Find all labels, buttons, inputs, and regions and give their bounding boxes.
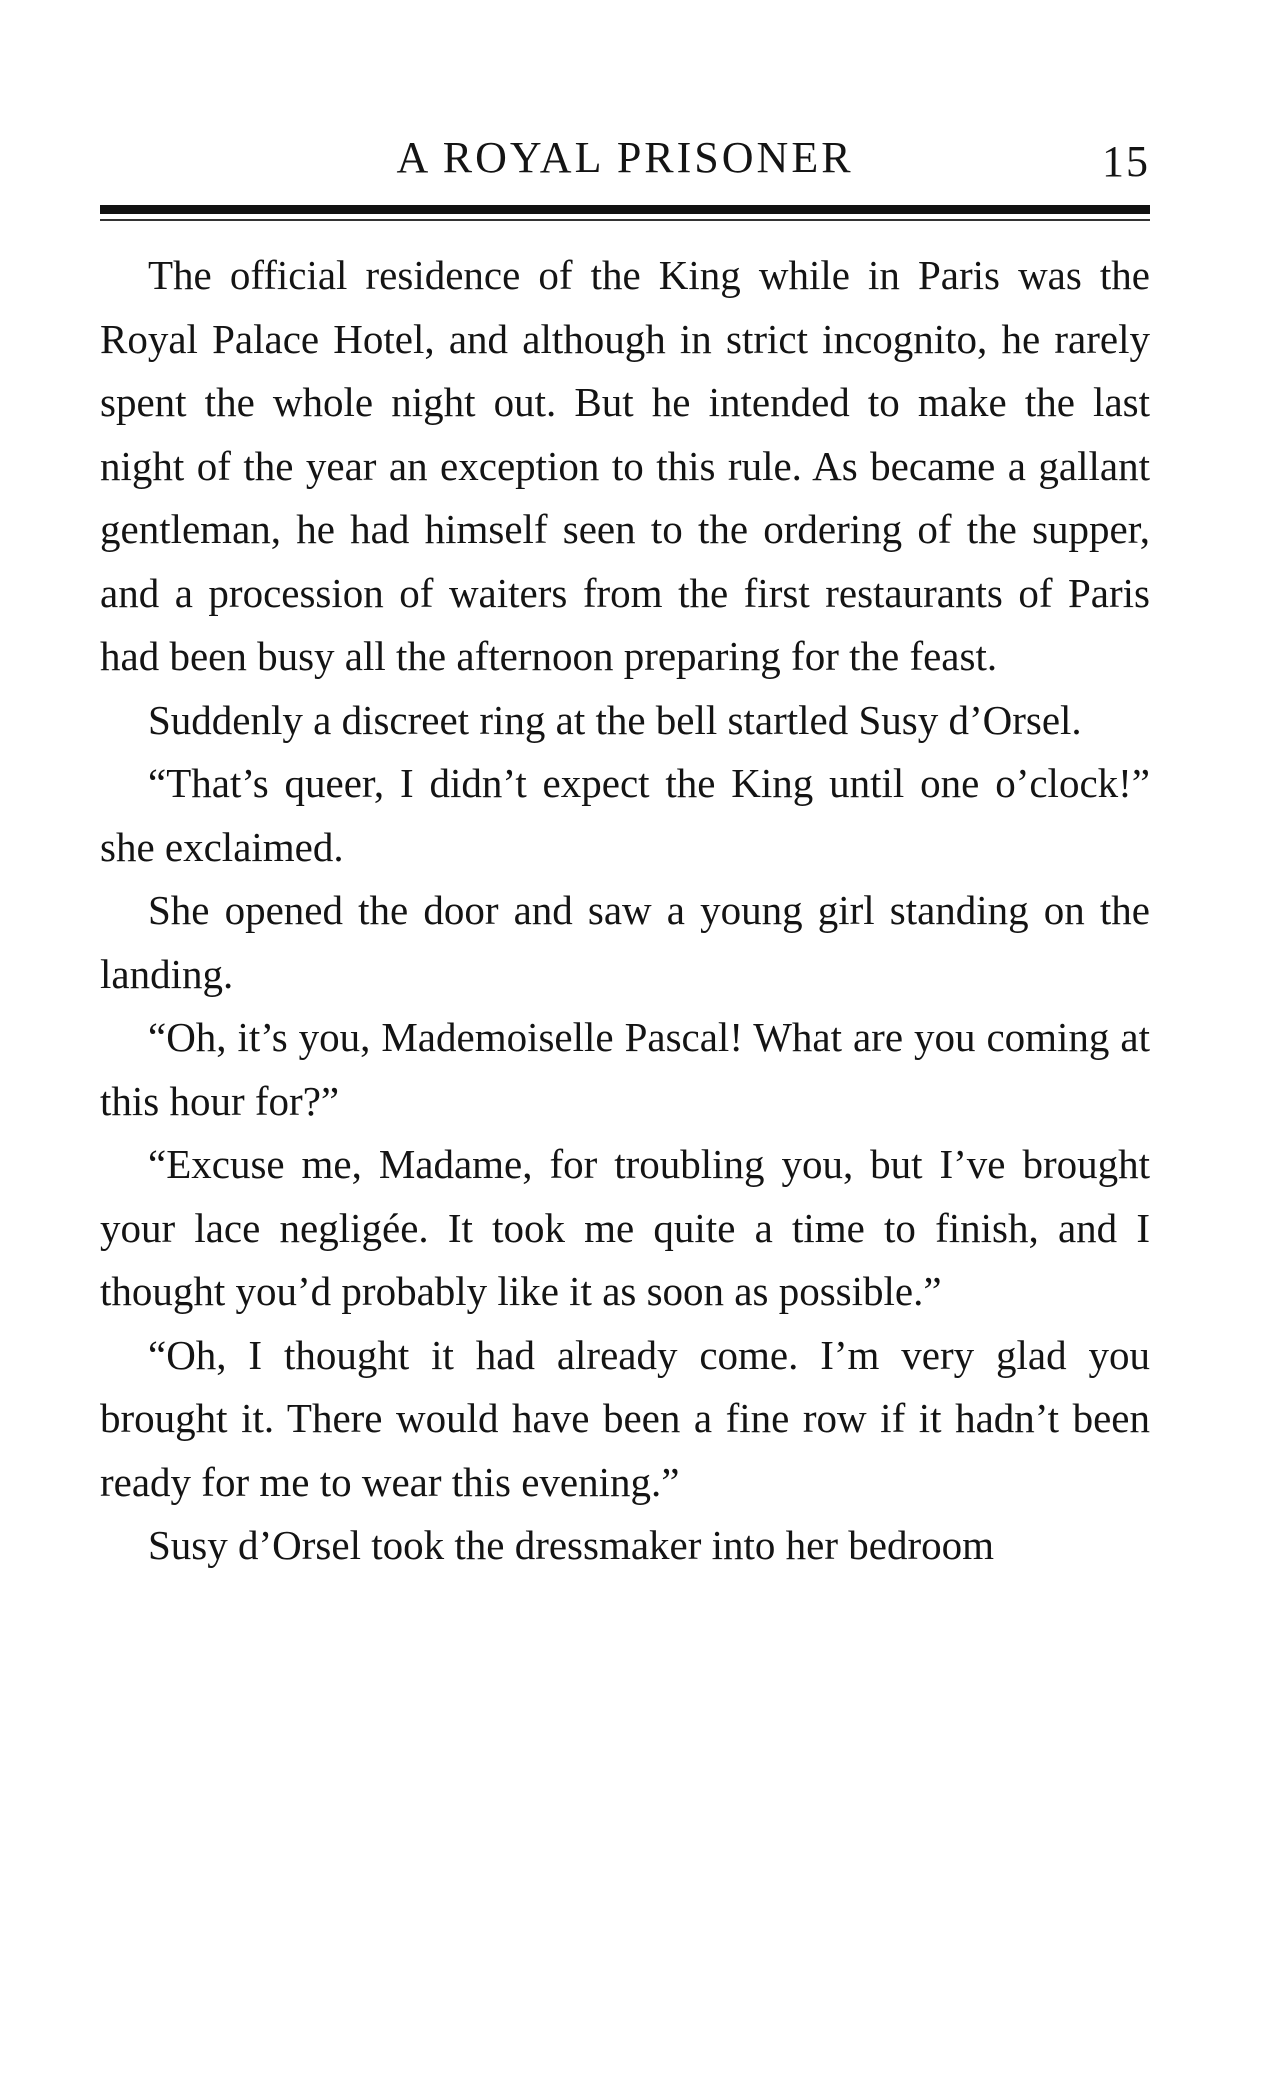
header-rule-thin <box>100 219 1150 221</box>
paragraph: “Oh, I thought it had already come. I’m very glad you brought it. There would have been a fine row if it hadn’t been ready for me to wear this evening.” <box>100 1331 1150 1505</box>
running-title: A ROYAL PRISONER <box>396 133 854 182</box>
paragraph: “Oh, it’s you, Mademoiselle Pascal! What are you coming at this hour for?” <box>100 1014 1150 1124</box>
header-rule-thick <box>100 205 1150 214</box>
page-number: 15 <box>1102 137 1150 186</box>
paragraph: The official residence of the King while in Paris was the Royal Palace Hotel, and although in strict incognito, he rarely spent the whole night out. But he intended to make the last night of the year an exception to this rule. As became a gallant gentleman, he had himself seen to the ordering of the supper, and a procession of waiters from the first restaurants of Paris had been busy all the afternoon preparing for the feast. <box>100 252 1150 679</box>
paragraph: Susy d’Orsel took the dressmaker into her bedroom <box>148 1522 995 1568</box>
body-text <box>100 244 1150 1578</box>
paragraph: She opened the door and saw a young girl standing on the landing. <box>100 887 1150 997</box>
paragraph: “Excuse me, Madame, for troubling you, but I’ve brought your lace negligée. It took me quite a time to finish, and I thought you’d probably like it as soon as possible.” <box>100 1141 1150 1314</box>
paragraph: Suddenly a discreet ring at the bell startled Susy d’Orsel. <box>148 696 1082 743</box>
running-head <box>100 128 1150 188</box>
paragraph: “That’s queer, I didn’t expect the King until one o’clock!” she exclaimed. <box>100 760 1150 870</box>
